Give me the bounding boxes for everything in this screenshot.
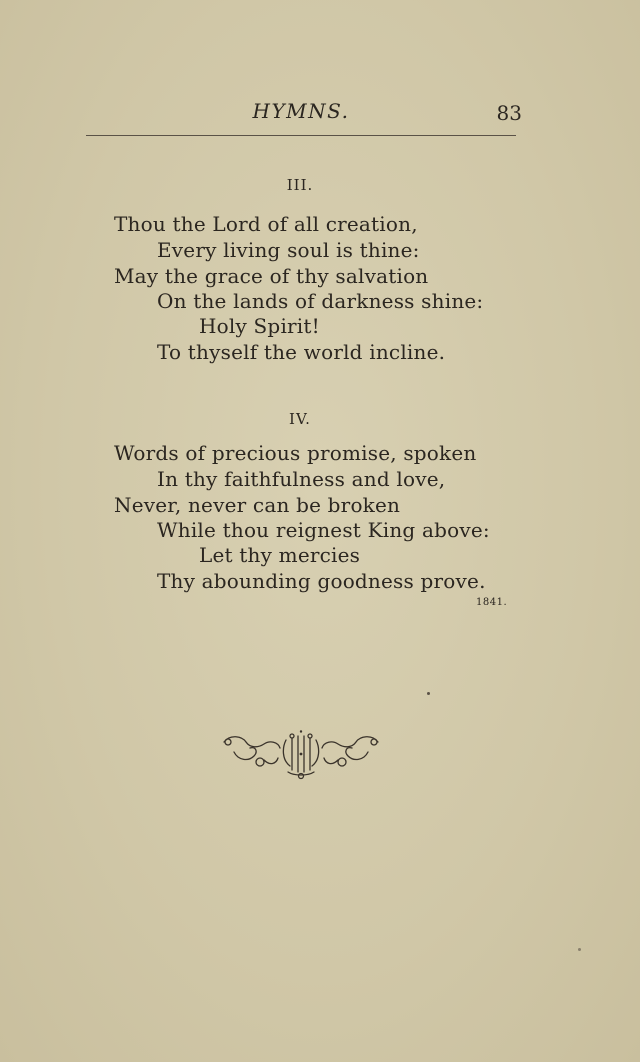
page-speck [578,948,581,951]
page-header [86,95,522,125]
page-number: 83 [496,101,522,125]
verse-line: On the lands of darkness shine: [157,289,484,313]
verse-line: Let thy mercies [199,543,361,567]
verse-line: In thy faithfulness and love, [157,467,446,491]
verse-line: Thou the Lord of all creation, [114,212,418,236]
hymn-date: 1841. [476,597,508,608]
verse-line: Holy Spirit! [199,314,320,338]
header-rule [86,135,516,136]
verse-line: Never, never can be broken [114,493,401,517]
stanza-number: IV. [289,410,311,428]
verse-line: Thy abounding goodness prove. [157,569,486,593]
verse-line: Words of precious promise, spoken [114,441,477,465]
verse-line: To thyself the world incline. [157,340,446,364]
page-speck [427,692,430,695]
verse-line: While thou reignest King above: [157,518,490,542]
running-title: HYMNS. [252,99,350,123]
verse-line: May the grace of thy salvation [114,264,429,288]
stanza-number: III. [286,176,314,194]
verse-line: Every living soul is thine: [157,238,420,262]
tailpiece-ornament-icon [220,730,382,780]
